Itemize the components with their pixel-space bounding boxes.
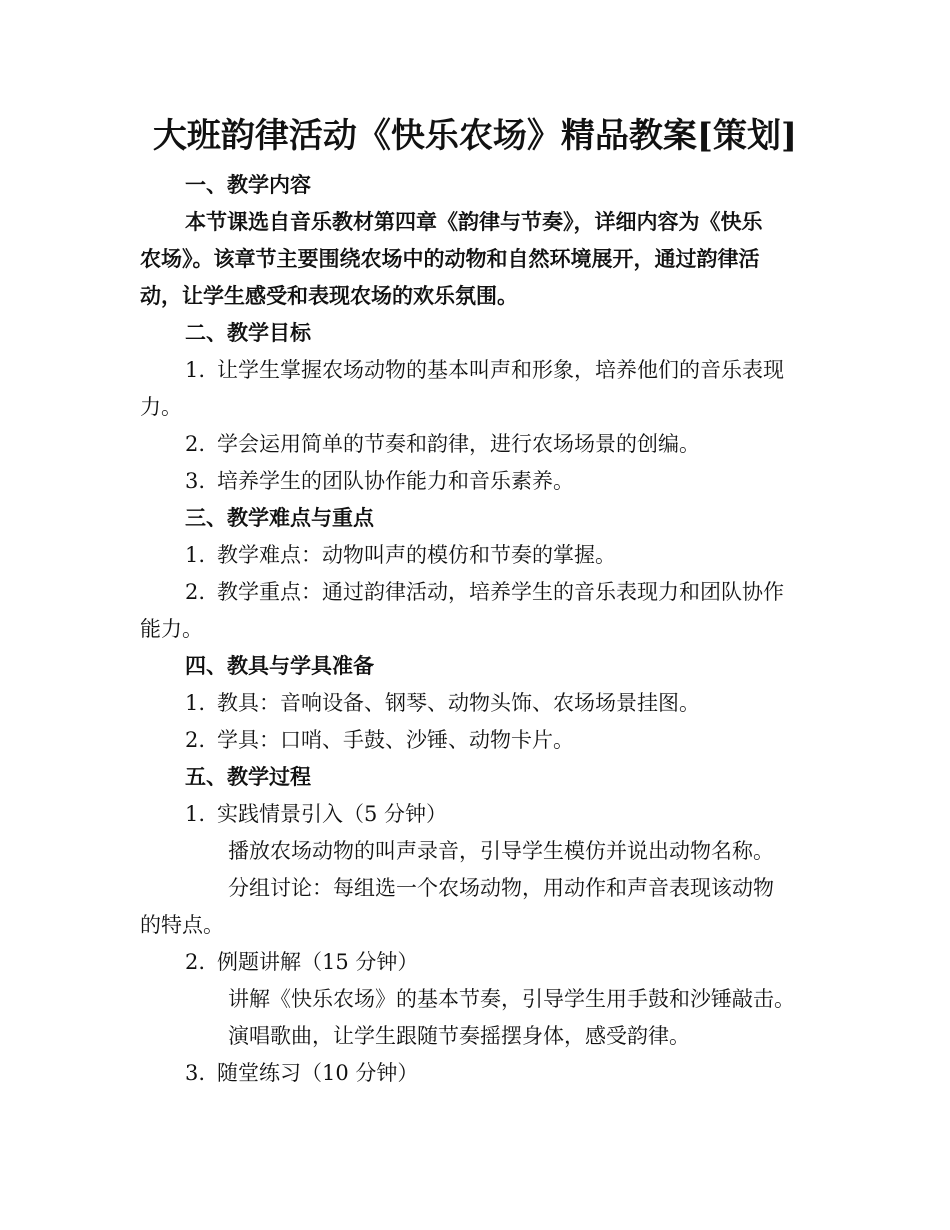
process-step-1 (185, 801, 447, 827)
list-text: 教具：音响设备、钢琴、动物头饰、农场场景挂图。 (217, 691, 700, 715)
section-heading-materials: 四、教具与学具准备 (185, 653, 374, 678)
content-paragraph-line-3: 动，让学生感受和表现农场的欢乐氛围。 (140, 283, 518, 308)
content-paragraph-line-2: 农场》。该章节主要围绕农场中的动物和自然环境展开，通过韵律活 (140, 246, 760, 271)
objective-item-1 (185, 357, 784, 383)
list-text: 学会运用简单的节奏和韵律，进行农场场景的创编。 (217, 432, 700, 456)
process-step-1-sub-1: 播放农场动物的叫声录音，引导学生模仿并说出动物名称。 (228, 839, 774, 863)
objective-item-1-continuation: 力。 (140, 395, 182, 419)
list-text: 教学重点：通过韵律活动，培养学生的音乐表现力和团队协作 (217, 580, 784, 604)
difficulty-item-2 (185, 579, 784, 605)
materials-item-1 (185, 690, 700, 716)
process-step-1-sub-2: 分组讨论：每组选一个农场动物，用动作和声音表现该动物 (228, 876, 774, 900)
process-step-2-sub-1: 讲解《快乐农场》的基本节奏，引导学生用手鼓和沙锤敲击。 (228, 987, 795, 1011)
list-number: 2. (185, 950, 206, 974)
list-number: 1. (185, 802, 206, 826)
list-text: 学具：口哨、手鼓、沙锤、动物卡片。 (217, 728, 574, 752)
objective-item-3 (185, 468, 574, 494)
list-text: 教学难点：动物叫声的模仿和节奏的掌握。 (217, 543, 616, 567)
content-paragraph-line-1: 本节课选自音乐教材第四章《韵律与节奏》，详细内容为《快乐 (185, 209, 763, 234)
list-text: 实践情景引入（5 分钟） (217, 802, 448, 826)
section-heading-process: 五、教学过程 (185, 764, 311, 789)
objective-item-2 (185, 431, 700, 457)
section-heading-difficulties: 三、教学难点与重点 (185, 505, 374, 530)
list-number: 2. (185, 728, 206, 752)
process-step-2 (185, 949, 418, 975)
list-text: 随堂练习（10 分钟） (217, 1061, 419, 1085)
section-heading-content: 一、教学内容 (185, 172, 311, 197)
section-heading-objectives: 二、教学目标 (185, 320, 311, 345)
materials-item-2 (185, 727, 574, 753)
list-text: 例题讲解（15 分钟） (217, 950, 419, 974)
list-number: 3. (185, 469, 206, 493)
process-step-1-sub-2-continuation: 的特点。 (140, 913, 224, 937)
list-number: 1. (185, 691, 206, 715)
page-title: 大班韵律活动《快乐农场》精品教案[策划] (152, 116, 798, 156)
list-text: 培养学生的团队协作能力和音乐素养。 (217, 469, 574, 493)
difficulty-item-1 (185, 542, 616, 568)
difficulty-item-2-continuation: 能力。 (140, 617, 203, 641)
list-number: 2. (185, 580, 206, 604)
process-step-3 (185, 1060, 418, 1086)
list-number: 1. (185, 543, 206, 567)
list-number: 3. (185, 1061, 206, 1085)
list-text: 让学生掌握农场动物的基本叫声和形象，培养他们的音乐表现 (217, 358, 784, 382)
list-number: 2. (185, 432, 206, 456)
list-number: 1. (185, 358, 206, 382)
process-step-2-sub-2: 演唱歌曲，让学生跟随节奏摇摆身体，感受韵律。 (228, 1024, 690, 1048)
